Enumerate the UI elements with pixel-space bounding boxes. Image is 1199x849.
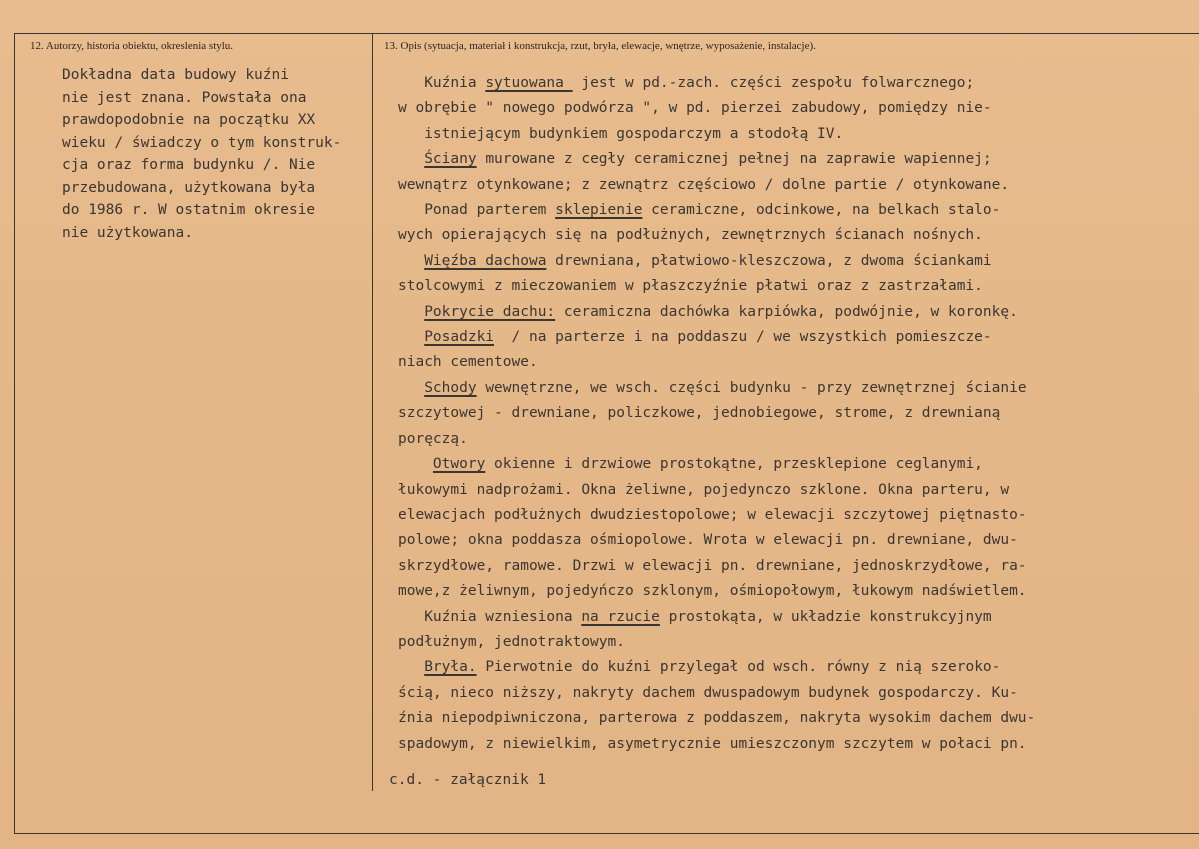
description-line [398,300,1188,325]
description-text [398,71,1188,757]
underlined-keyword: Otwory [432,456,486,473]
underlined-keyword: sklepienie [555,202,643,219]
description-line [398,274,1188,299]
line-text [398,380,424,396]
underlined-keyword: Bryła. [424,659,477,676]
history-line: wieku / świadczy o tym konstruk- [62,134,342,151]
description-line [398,503,1188,528]
column-divider-line [372,33,373,791]
description-line [398,325,1188,350]
description-line [398,579,1188,604]
history-text [62,64,372,244]
line-text: jest w pd.-zach. części zespołu folwarcznego; [572,75,975,91]
line-text: wewnętrzne, we wsch. części budynku - przy zewnętrznej ścianie [476,379,1027,396]
line-text: prostokąta, w układzie konstrukcyjnym [659,608,992,625]
description-line [398,732,1188,757]
description-line [398,96,1188,121]
description-line [398,528,1188,553]
line-text: Kuźnia [398,75,486,91]
description-line [398,401,1188,426]
underlined-keyword: Schody [424,379,477,396]
description-line [398,452,1188,477]
description-line [398,681,1188,706]
underlined-keyword: Pokrycie dachu: [424,303,556,320]
description-line [398,173,1188,198]
line-text: murowane z cegły ceramicznej pełnej na zaprawie wapiennej; [476,151,992,168]
line-text: wewnątrz otynkowane; z zewnątrz częściowo / dolne partie / otynkowane. [398,176,1010,193]
history-line: Dokładna data budowy kuźni [62,67,289,83]
line-text: drewniana, płatwiowo-kleszczowa, z dwoma ściankami [546,252,992,269]
line-text: ceramiczne, odcinkowe, na belkach stalo- [642,202,1001,219]
underlined-keyword: na rzucie [581,608,660,625]
history-line: nie jest znana. Powstała ona [62,89,307,106]
description-line [398,350,1188,375]
description-line [398,249,1188,274]
underlined-keyword: sytuowana [485,75,573,91]
line-text: podłużnym, jednotraktowym. [398,633,625,650]
description-line [398,122,1188,147]
description-line [398,706,1188,731]
history-line: prawdopodobnie na początku XX [62,112,316,128]
section-13-header: 13. Opis (sytuacja, materiał i konstrukcja, rzut, bryła, elewacje, wnętrze, wyposażenie, instalacje). [384,40,816,52]
line-text [398,304,424,320]
line-text: ścią, nieco niższy, nakryty dachem dwuspadowym budynek gospodarczy. Ku- [398,684,1018,701]
line-text: stolcowymi z mieczowaniem w płaszczyźnie płatwi oraz z zastrzałami. [398,278,983,295]
description-line [398,655,1188,680]
left-border-line [14,33,15,833]
line-text: Kuźnia wzniesiona [398,608,582,625]
description-line [398,630,1188,655]
description-line [398,223,1188,248]
line-text: okienne i drzwiowe prostokątne, przesklepione ceglanymi, [485,456,983,473]
line-text: wych opierających się na podłużnych, zewnętrznych ścianach nośnych. [398,227,983,244]
line-text: skrzydłowe, ramowe. Drzwi w elewacji pn. drewniane, jednoskrzydłowe, ra- [398,557,1027,574]
underlined-keyword: Ściany [424,151,477,168]
line-text [398,456,433,472]
line-text: elewacjach podłużnych dwudziestopolowe; w elewacji szczytowej piętnasto- [398,506,1027,523]
line-text: Pierwotnie do kuźni przylegał od wsch. równy z nią szeroko- [476,659,1001,676]
line-text: poręczą. [398,430,468,447]
description-line [398,147,1188,172]
line-text: źnia niepodpiwniczona, parterowa z poddaszem, nakryta wysokim dachem dwu- [398,710,1036,727]
bottom-border-line [14,833,1199,834]
description-line [398,71,1188,96]
line-text: istniejącym budynkiem gospodarczym a stodołą IV. [398,125,844,142]
line-text: spadowym, z niewielkim, asymetrycznie umieszczonym szczytem w połaci pn. [398,735,1027,752]
line-text: w obrębie " nowego podwórza ", w pd. pierzei zabudowy, pomiędzy nie- [398,100,992,117]
top-border-line [14,33,1199,34]
description-line [398,478,1188,503]
line-text: / na parterze i na poddaszu / we wszystkich pomieszcze- [494,329,992,346]
description-line [398,605,1188,630]
line-text: ceramiczna dachówka karpiówka, podwójnie, w koronkę. [555,303,1018,320]
description-line [398,376,1188,401]
history-line: przebudowana, użytkowana była [62,179,316,196]
line-text [398,151,424,167]
line-text: mowe,z żeliwnym, pojedyńczo szklonym, ośmiopołowym, łukowym nadświetlem. [398,583,1027,600]
line-text: polowe; okna poddasza ośmiopolowe. Wrota w elewacji pn. drewniane, dwu- [398,532,1018,549]
description-line [398,554,1188,579]
line-text [398,329,424,345]
continuation-note: c.d. - załącznik 1 [389,772,547,788]
line-text: Ponad parterem [398,202,556,219]
history-line: do 1986 r. W ostatnim okresie [62,202,316,218]
history-line: nie użytkowana. [62,224,193,241]
description-line [398,198,1188,223]
line-text: szczytowej - drewniane, policzkowe, jednobiegowe, strome, z drewnianą [398,405,1001,422]
description-line [398,427,1188,452]
line-text: niach cementowe. [398,354,538,371]
line-text [398,659,424,675]
line-text [398,253,424,269]
underlined-keyword: Posadzki [424,329,495,346]
section-12-header: 12. Autorzy, historia obiektu, okreslenia stylu. [30,40,234,52]
line-text: łukowymi nadprożami. Okna żeliwne, pojedynczo szklone. Okna parteru, w [398,481,1010,498]
history-line: cja oraz forma budynku /. Nie [62,157,316,173]
underlined-keyword: Więźba dachowa [424,252,547,269]
